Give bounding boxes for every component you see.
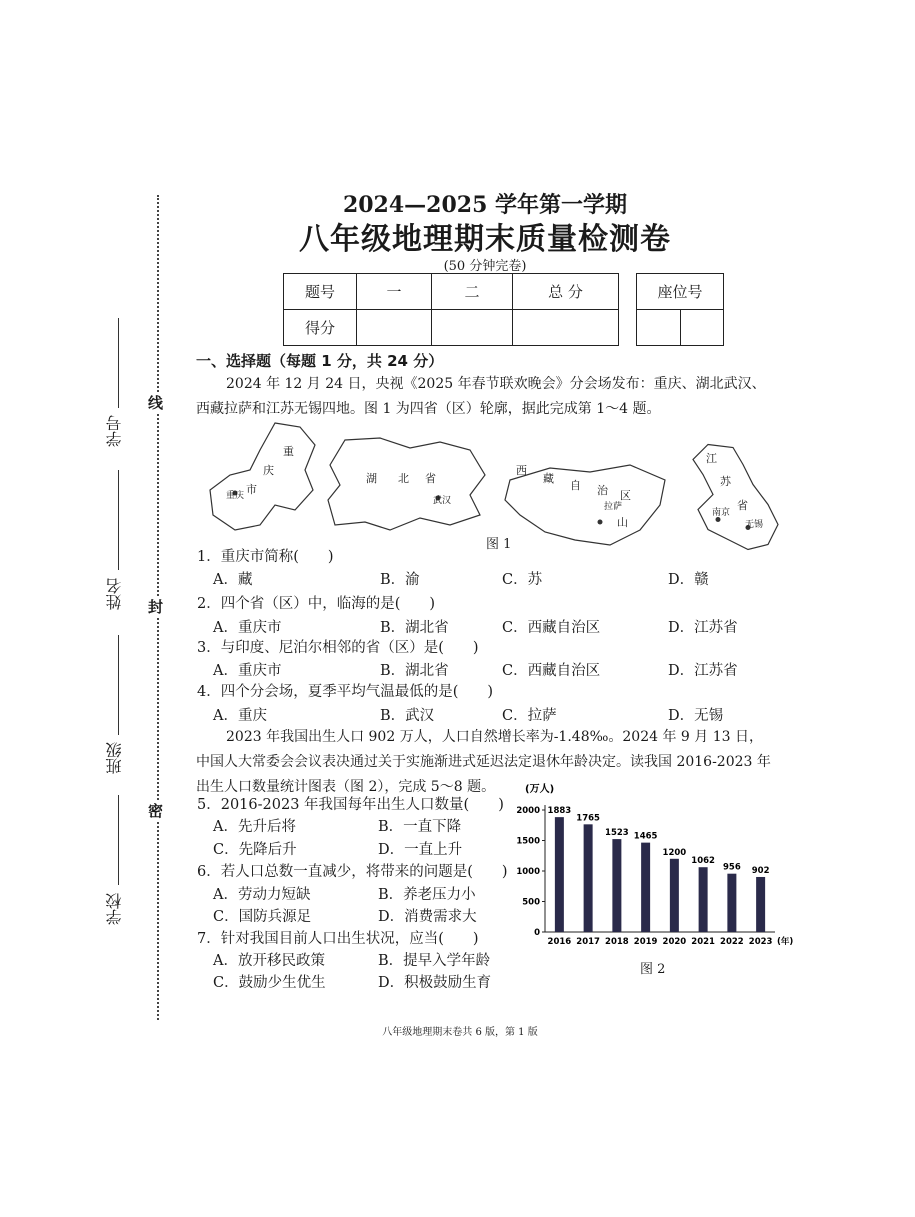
option-b[interactable]: B．一直下降 — [378, 819, 462, 835]
bar — [641, 843, 650, 932]
option-b[interactable]: B．武汉 — [380, 708, 435, 724]
score-header-cell: 题号 — [284, 274, 357, 310]
option-a[interactable]: A．放开移民政策 — [213, 953, 325, 969]
score-header-cell: 总 分 — [513, 274, 619, 310]
seal-char-mi: 密 — [148, 802, 164, 820]
seat-label: 座位号 — [637, 274, 724, 310]
x-axis-unit: (年) — [777, 937, 794, 947]
map-label: 区 — [620, 489, 631, 502]
section-heading: 一、选择题（每题 1 分，共 24 分） — [196, 352, 444, 370]
data-label: 1062 — [691, 856, 715, 867]
figure2-caption: 图 2 — [640, 962, 666, 977]
y-tick-label: 500 — [522, 897, 540, 908]
score-input-cell[interactable] — [357, 310, 432, 346]
y-tick-label: 2000 — [516, 806, 540, 816]
option-d[interactable]: D．江苏省 — [668, 620, 738, 636]
data-label: 1523 — [605, 828, 629, 839]
map-label: 治 — [597, 484, 608, 497]
city-label: 无锡 — [745, 520, 764, 530]
bar — [670, 859, 679, 932]
city-label: 武汉 — [433, 496, 452, 506]
bar — [756, 877, 765, 932]
option-d[interactable]: D．赣 — [668, 572, 709, 588]
seat-input-cell[interactable] — [680, 310, 724, 346]
question-stem: 4．四个分会场，夏季平均气温最低的是( ) — [197, 684, 494, 700]
map-label: 重 — [283, 445, 294, 458]
x-tick-label: 2022 — [720, 937, 744, 947]
population-intro: 2023 年我国出生人口 902 万人，人口自然增长率为-1.48‰。2024 年 9 月 13 日，中国人大常委会会议表决通过关于实施渐进式延迟法定退休年龄决定。读我国 2016-2023 年出生人口数量统计图表（图 2），完成 5～8 题。 — [196, 729, 771, 795]
student-id-label: 学号 — [105, 415, 124, 447]
option-d[interactable]: D．消费需求大 — [378, 909, 477, 925]
tibet-map — [500, 440, 675, 570]
y-axis-label: (万人) — [525, 784, 555, 795]
duration-note: (50 分钟完卷) — [443, 259, 527, 274]
option-c[interactable]: C．西藏自治区 — [502, 663, 601, 679]
bar — [612, 839, 621, 932]
map-label: 北 — [398, 472, 409, 485]
score-table — [283, 273, 619, 346]
data-label: 902 — [751, 865, 770, 876]
option-d[interactable]: D．积极鼓励生育 — [378, 975, 492, 991]
map-label: 江 — [706, 452, 717, 465]
option-a[interactable]: A．重庆 — [213, 708, 267, 724]
score-input-cell[interactable] — [432, 310, 513, 346]
question-stem: 6．若人口总数一直减少，将带来的问题是( ) — [197, 864, 508, 880]
question-stem: 5．2016-2023 年我国每年出生人口数量( ) — [197, 797, 504, 813]
option-d[interactable]: D．无锡 — [668, 708, 724, 724]
seal-char-feng: 封 — [148, 598, 164, 616]
option-c[interactable]: C．鼓励少生优生 — [213, 975, 326, 991]
option-c[interactable]: C．西藏自治区 — [502, 620, 601, 636]
city-label: 重庆 — [226, 491, 245, 501]
birth-population-chart — [505, 780, 794, 980]
question-stem: 3．与印度、尼泊尔相邻的省（区）是( ) — [197, 640, 479, 656]
option-b[interactable]: B．湖北省 — [380, 620, 449, 636]
x-tick-label: 2019 — [633, 937, 658, 947]
bar — [584, 824, 593, 932]
option-d[interactable]: D．江苏省 — [668, 663, 738, 679]
option-a[interactable]: A．重庆市 — [213, 663, 282, 679]
score-header-cell: 二 — [432, 274, 513, 310]
city-label: 南京 — [712, 508, 731, 518]
map-label: 藏 — [543, 472, 554, 485]
seat-table — [636, 273, 724, 346]
class-label: 班级 — [105, 742, 124, 774]
y-tick-label: 1000 — [516, 867, 540, 877]
data-label: 1465 — [633, 831, 658, 842]
jiangsu-map — [688, 432, 783, 562]
option-c[interactable]: C．苏 — [502, 572, 543, 588]
figure1-caption: 图 1 — [486, 537, 512, 552]
question-stem: 1．重庆市简称( ) — [197, 549, 334, 565]
score-header-cell: 一 — [357, 274, 432, 310]
x-tick-label: 2020 — [662, 937, 687, 947]
x-tick-label: 2017 — [576, 937, 600, 947]
data-label: 1765 — [576, 813, 600, 824]
score-input-cell[interactable] — [513, 310, 619, 346]
option-a[interactable]: A．藏 — [213, 572, 253, 588]
school-line[interactable] — [118, 795, 119, 885]
x-tick-label: 2023 — [748, 937, 773, 947]
exam-title: 八年级地理期末质量检测卷 — [299, 222, 671, 257]
y-tick-label: 1500 — [516, 836, 540, 847]
name-label: 姓名 — [105, 578, 124, 610]
option-a[interactable]: A．重庆市 — [213, 620, 282, 636]
name-line[interactable] — [118, 470, 119, 570]
option-b[interactable]: B．提早入学年龄 — [378, 953, 491, 969]
data-label: 1200 — [662, 847, 687, 858]
option-c[interactable]: C．国防兵源足 — [213, 909, 312, 925]
chongqing-map — [205, 415, 320, 545]
bar — [555, 817, 564, 932]
option-b[interactable]: B．渝 — [380, 572, 420, 588]
map-label: 市 — [246, 483, 257, 496]
score-row-label: 得分 — [284, 310, 357, 346]
x-tick-label: 2016 — [547, 937, 572, 947]
school-label: 学校 — [105, 893, 124, 925]
map-label: 庆 — [263, 464, 274, 477]
bar — [727, 874, 736, 932]
student-id-line[interactable] — [118, 318, 119, 408]
seal-char-xian: 线 — [148, 394, 164, 412]
option-b[interactable]: B．湖北省 — [380, 663, 449, 679]
section-intro: 2024 年 12 月 24 日，央视《2025 年春节联欢晚会》分会场发布：重庆、湖北武汉、西藏拉萨和江苏无锡四地。图 1 为四省（区）轮廓，据此完成第 1～4 题。 — [196, 376, 766, 417]
city-label: 拉萨 — [604, 502, 623, 512]
option-d[interactable]: D．一直上升 — [378, 842, 463, 858]
map-label: 省 — [425, 472, 436, 485]
y-tick-label: 0 — [534, 928, 540, 938]
seat-input-cell[interactable] — [637, 310, 681, 346]
map-label: 西 — [516, 464, 527, 477]
map-label: 自 — [570, 479, 581, 492]
data-label: 956 — [723, 862, 741, 873]
option-a[interactable]: A．先升后将 — [213, 819, 296, 835]
option-a[interactable]: A．劳动力短缺 — [213, 887, 311, 903]
question-stem: 2．四个省（区）中，临海的是( ) — [197, 596, 436, 612]
x-tick-label: 2021 — [691, 937, 715, 947]
question-stem: 7．针对我国目前人口出生状况，应当( ) — [197, 931, 479, 947]
map-label: 省 — [737, 499, 748, 512]
data-label: 1883 — [547, 806, 572, 817]
option-b[interactable]: B．养老压力小 — [378, 887, 476, 903]
map-label: 苏 — [720, 475, 731, 488]
class-line[interactable] — [118, 635, 119, 735]
page-footer: 八年级地理期末卷共 6 版，第 1 版 — [382, 1027, 538, 1038]
map-label: 山 — [617, 516, 628, 529]
option-c[interactable]: C．先降后升 — [213, 842, 297, 858]
bar — [699, 867, 708, 932]
map-label: 湖 — [366, 472, 377, 485]
option-c[interactable]: C．拉萨 — [502, 708, 557, 724]
term-heading: 2024—2025 学年第一学期 — [342, 192, 628, 218]
x-tick-label: 2018 — [605, 937, 629, 947]
